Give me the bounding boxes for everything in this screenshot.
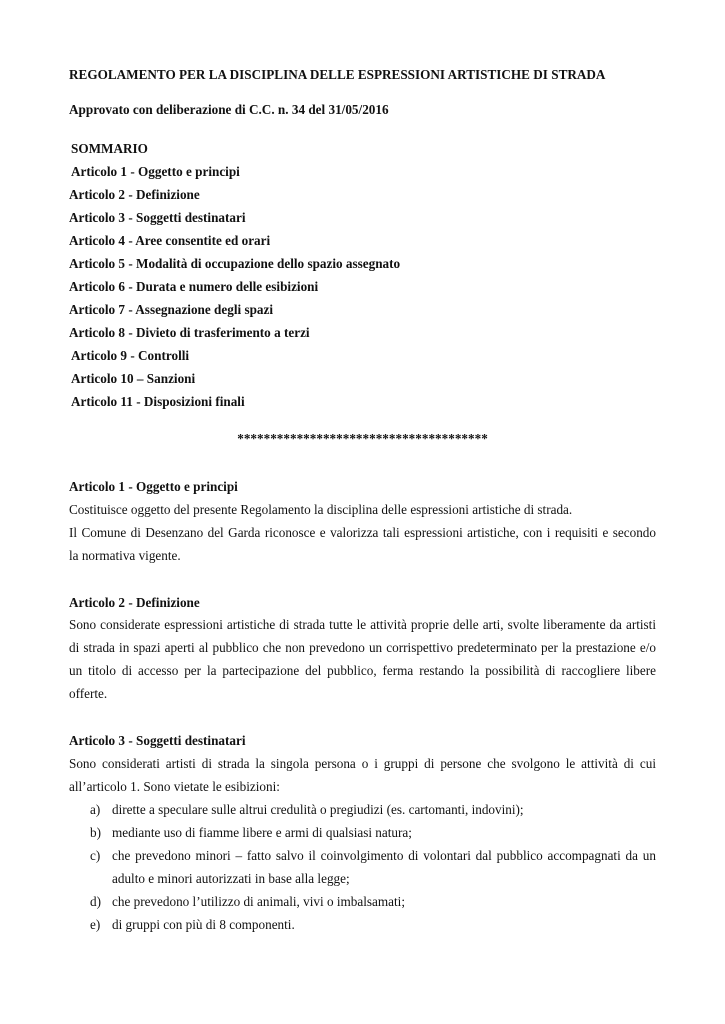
article-heading: Articolo 2 - Definizione <box>69 595 200 610</box>
list-marker: e) <box>90 917 101 932</box>
summary-item: Articolo 8 - Divieto di trasferimento a terzi <box>69 325 310 340</box>
summary-item: Articolo 9 - Controlli <box>71 348 190 363</box>
list-item: di gruppi con più di 8 componenti. <box>112 917 295 932</box>
summary-item: Articolo 10 – Sanzioni <box>71 371 196 386</box>
list-marker: a) <box>90 802 101 817</box>
article-text-line: Costituisce oggetto del presente Regolamento la disciplina delle espressioni artistiche di strada. <box>69 502 573 517</box>
summary-heading: SOMMARIO <box>71 141 148 156</box>
summary-item: Articolo 11 - Disposizioni finali <box>71 394 245 409</box>
list-marker: d) <box>90 894 101 909</box>
article-text-line: Il Comune di Desenzano del Garda riconosce e valorizza tali espressioni artistiche, con i requisiti e secondo <box>69 525 656 540</box>
document-title: REGOLAMENTO PER LA DISCIPLINA DELLE ESPRESSIONI ARTISTICHE DI STRADA <box>69 67 606 82</box>
article-text-line: di strada in spazi aperti al pubblico che non prevedono un corrispettivo predeterminato per la prestazione e/o <box>69 640 656 655</box>
article-text-line: offerte. <box>69 686 108 701</box>
list-item: che prevedono l’utilizzo di animali, vivi o imbalsamati; <box>112 894 405 909</box>
article-heading: Articolo 1 - Oggetto e principi <box>69 479 238 494</box>
list-item-continuation: adulto e minori autorizzati in base alla legge; <box>112 871 350 886</box>
list-item: che prevedono minori – fatto salvo il coinvolgimento di volontari dal pubblico accompagnati da un <box>112 848 656 863</box>
summary-item: Articolo 5 - Modalità di occupazione dello spazio assegnato <box>69 256 401 271</box>
article-text-line: Sono considerati artisti di strada la singola persona o i gruppi di persone che svolgono le attività di cui <box>69 756 656 771</box>
article-text-line: all’articolo 1. Sono vietate le esibizioni: <box>69 779 280 794</box>
article-text-line: Sono considerate espressioni artistiche di strada tutte le attività proprie delle arti, svolte liberamente da artisti <box>69 617 656 632</box>
list-marker: c) <box>90 848 101 863</box>
list-item: dirette a speculare sulle altrui credulità o pregiudizi (es. cartomanti, indovini); <box>112 802 524 817</box>
summary-item: Articolo 6 - Durata e numero delle esibizioni <box>69 279 319 294</box>
article-text-line: un titolo di accesso per la partecipazione del pubblico, ferma restando la possibilità di raccogliere libere <box>69 663 656 678</box>
summary-item: Articolo 2 - Definizione <box>69 187 200 202</box>
summary-item: Articolo 4 - Aree consentite ed orari <box>69 233 271 248</box>
summary-item: Articolo 3 - Soggetti destinatari <box>69 210 246 225</box>
summary-item: Articolo 1 - Oggetto e principi <box>71 164 240 179</box>
approval-line: Approvato con deliberazione di C.C. n. 34 del 31/05/2016 <box>69 102 389 117</box>
separator: ************************************** <box>237 431 488 446</box>
article-text-line: la normativa vigente. <box>69 548 181 563</box>
article-heading: Articolo 3 - Soggetti destinatari <box>69 733 246 748</box>
list-marker: b) <box>90 825 101 840</box>
summary-item: Articolo 7 - Assegnazione degli spazi <box>69 302 274 317</box>
list-item: mediante uso di fiamme libere e armi di qualsiasi natura; <box>112 825 412 840</box>
